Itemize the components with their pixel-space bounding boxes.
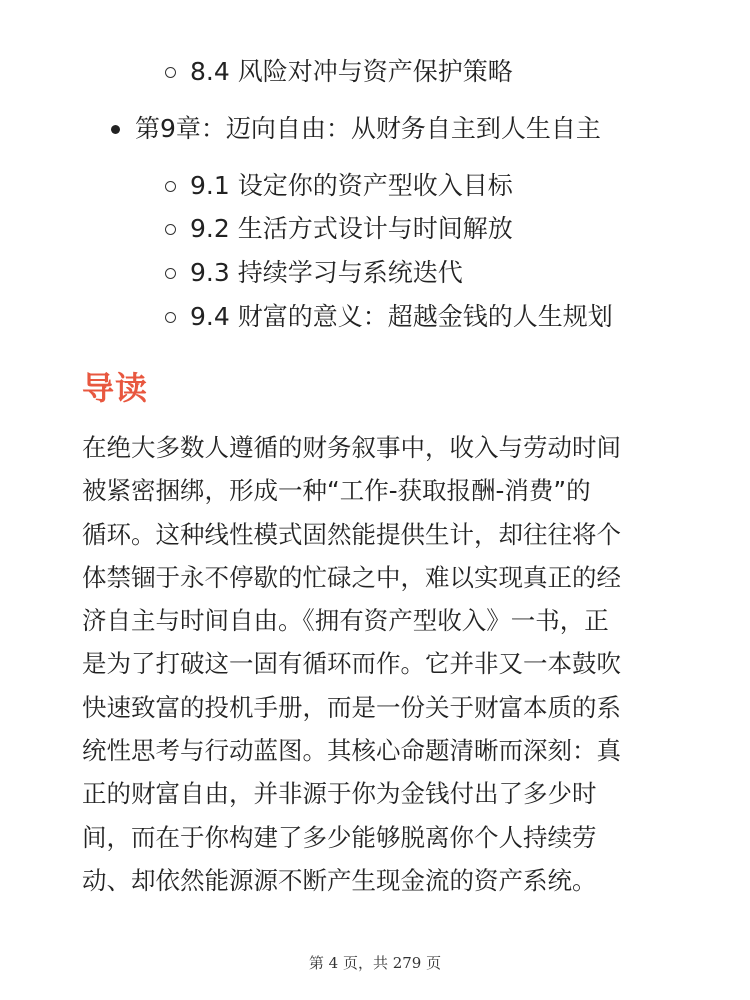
- toc-item-9-3: 9.3 持续学习与系统迭代: [190, 258, 463, 287]
- paragraph-line: 体禁锢于永不停歇的忙碌之中，难以实现真正的经: [82, 562, 621, 592]
- paragraph-line: 是为了打破这一固有循环而作。它并非又一本鼓吹: [82, 649, 621, 679]
- paragraph-line: 统性思考与行动蓝图。其核心命题清晰而深刻：真: [82, 736, 621, 766]
- toc-item-9-1: 9.1 设定你的资产型收入目标: [190, 171, 513, 200]
- section-heading: 导读: [82, 369, 149, 407]
- paragraph-line: 被紧密捆绑，形成一种“工作-获取报酬-消费”的: [82, 476, 591, 506]
- page-number: 第 4 页，共 279 页: [308, 954, 442, 972]
- paragraph-line: 间，而在于你构建了多少能够脱离你个人持续劳: [82, 822, 597, 852]
- toc-item-8-4: 8.4 风险对冲与资产保护策略: [190, 57, 513, 86]
- paragraph-line: 动、却依然能源源不断产生现金流的资产系统。: [82, 865, 597, 895]
- toc-item-9-4: 9.4 财富的意义：超越金钱的人生规划: [190, 302, 613, 331]
- paragraph-line: 在绝大多数人遵循的财务叙事中，收入与劳动时间: [82, 433, 621, 462]
- paragraph-line: 济自主与时间自由。《拥有资产型收入》一书，正: [82, 606, 609, 636]
- toc-chapter-9: 第9章：迈向自由：从财务自主到人生自主: [135, 114, 601, 143]
- paragraph-line: 循环。这种线性模式固然能提供生计，却往往将个: [82, 519, 621, 549]
- paragraph-line: 快速致富的投机手册，而是一份关于财富本质的系: [82, 692, 621, 722]
- paragraph-line: 正的财富自由，并非源于你为金钱付出了多少时: [82, 779, 597, 809]
- body-paragraph: [82, 426, 682, 902]
- toc-item-9-2: 9.2 生活方式设计与时间解放: [190, 214, 513, 243]
